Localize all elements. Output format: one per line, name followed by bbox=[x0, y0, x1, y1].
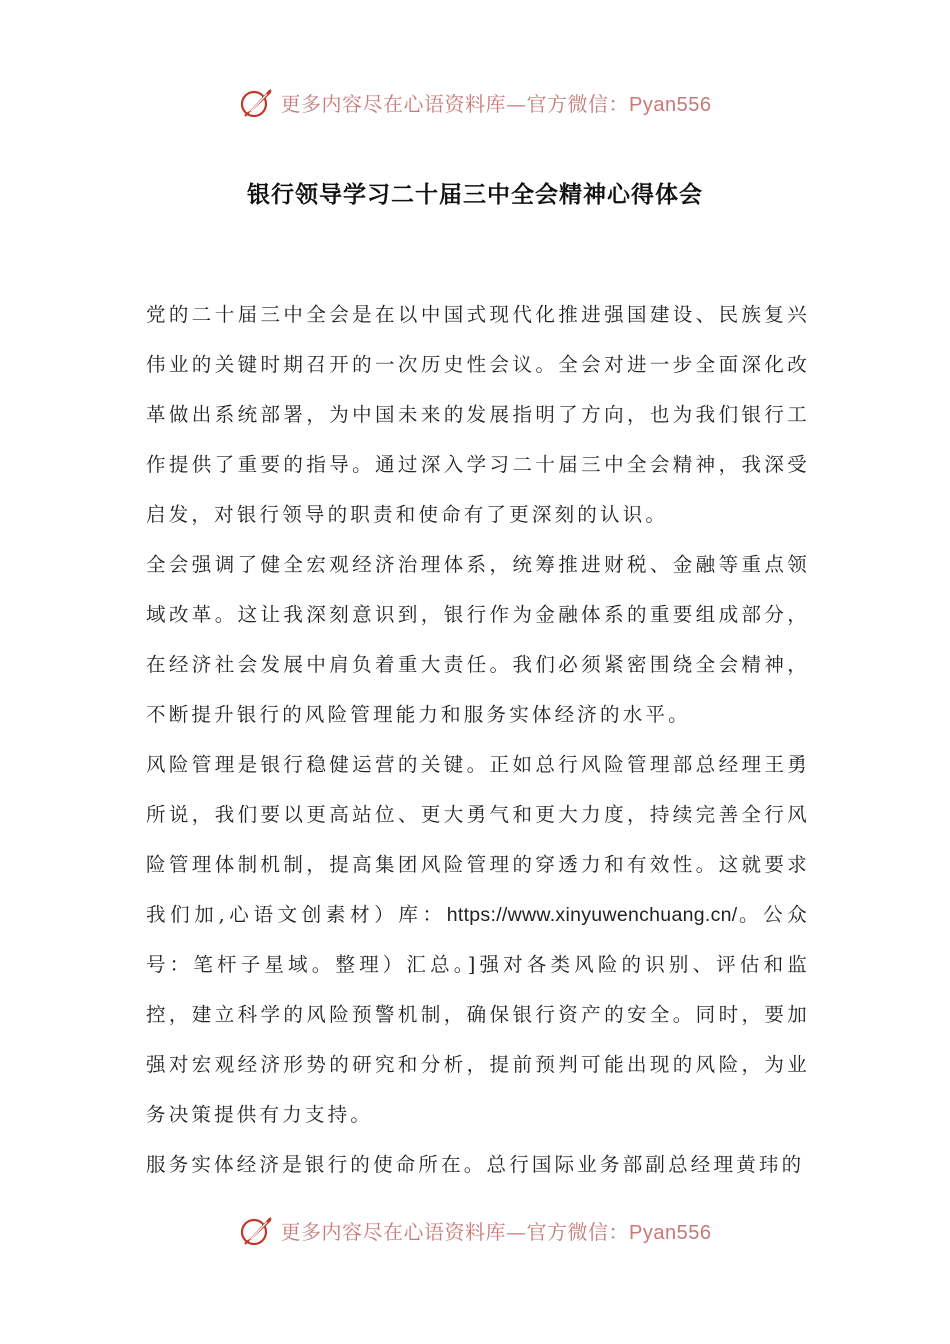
website-url: https://www.xinyuwenchuang.cn/ bbox=[446, 904, 738, 926]
document-title: 银行领导学习二十届三中全会精神心得体会 bbox=[247, 182, 703, 208]
wechat-id: Pyan556 bbox=[629, 93, 712, 116]
banner-slogan bbox=[281, 88, 712, 117]
banner-slogan-text: 更多内容尽在心语资料库—官方微信： bbox=[280, 91, 630, 116]
paragraph-2: 全会强调了健全宏观经济治理体系，统筹推进财税、金融等重点领域改革。这让我深刻意识到，银行作为金融体系的重要组成部分，在经济社会发展中肩负着重大责任。我们必须紧密围绕全会精神，不断提升银行的风险管理能力和服务实体经济的水平。 bbox=[146, 553, 810, 726]
paragraph-3-after: 。公众号：笔杆子星域。整理）汇总。]强对各类风险的识别、评估和监控，建立科学的风险预警机制，确保银行资产的安全。同时，要加强对宏观经济形势的研究和分析，提前预判可能出现的风险，为业务决策提供有力支持。 bbox=[146, 903, 810, 1126]
feather-pen-circle-icon bbox=[239, 84, 275, 120]
paragraph-3 bbox=[146, 740, 810, 1140]
footer-banner bbox=[0, 1208, 950, 1252]
paragraph-3-before: 风险管理是银行稳健运营的关键。正如总行风险管理部总经理王勇所说，我们要以更高站位、更大勇气和更大力度，持续完善全行风险管理体制机制，提高集团风险管理的穿透力和有效性。这就要求我们加,心语文创素材）库： bbox=[146, 753, 810, 926]
document-body bbox=[146, 290, 810, 1190]
paragraph-1: 党的二十届三中全会是在以中国式现代化推进强国建设、民族复兴伟业的关键时期召开的一次历史性会议。全会对进一步全面深化改革做出系统部署，为中国未来的发展指明了方向，也为我们银行工作提供了重要的指导。通过深入学习二十届三中全会精神，我深受启发，对银行领导的职责和使命有了更深刻的认识。 bbox=[146, 303, 810, 526]
wechat-id: Pyan556 bbox=[629, 1221, 712, 1244]
paragraph-4: 服务实体经济是银行的使命所在。总行国际业务部副总经理黄玮的 bbox=[146, 1153, 805, 1176]
header-banner bbox=[0, 80, 950, 124]
feather-pen-circle-icon bbox=[239, 1212, 275, 1248]
banner-slogan bbox=[281, 1216, 712, 1245]
banner-slogan-text: 更多内容尽在心语资料库—官方微信： bbox=[280, 1219, 630, 1244]
